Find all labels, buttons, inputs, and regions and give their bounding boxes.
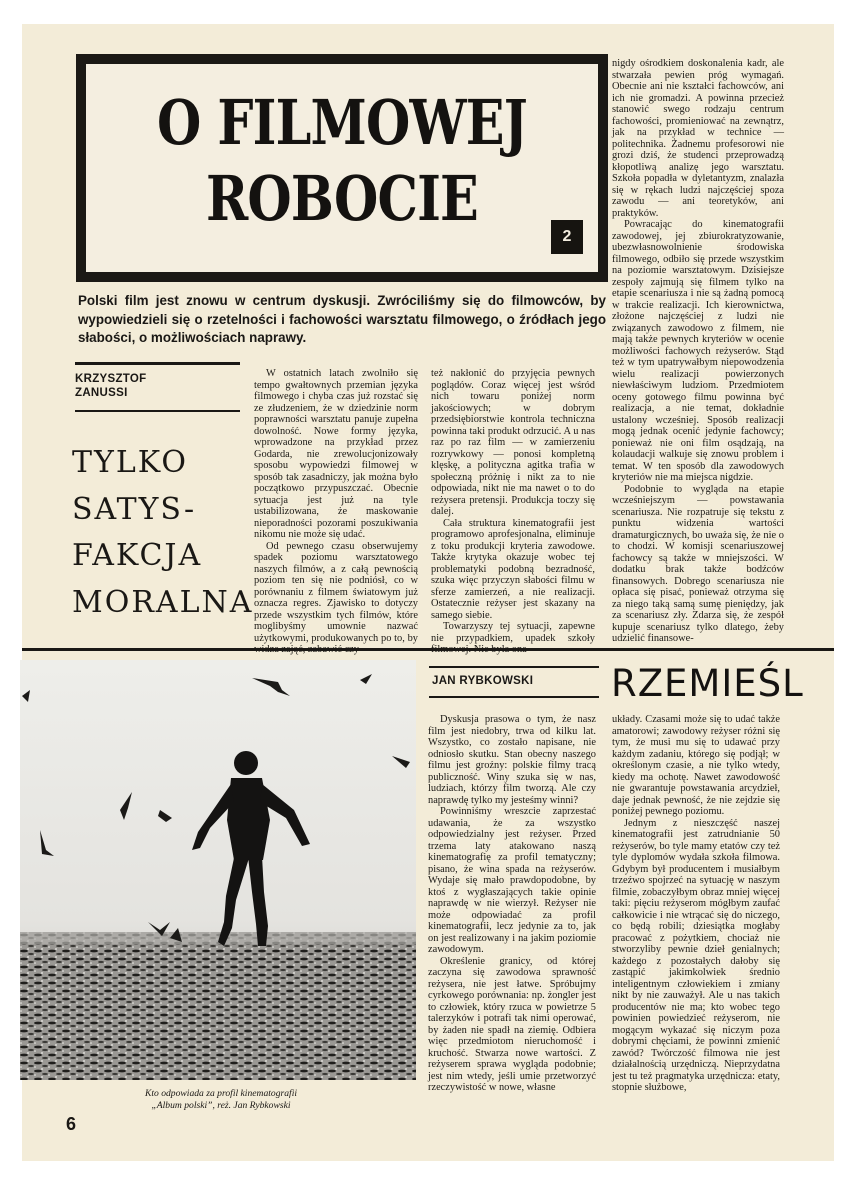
paragraph: Cała struktura kinematografii jest programowo aprofesjonalna, eliminuje z toku produkcji kryteria zawodowe. Także krytyka okazuje wobec tej problematyki podobną bezradność, szuka więc przyczyn słabości filmu w sferze zamierzeń, a nie realizacji. Ostatecznie reżyser jest skazany na samego siebie. bbox=[431, 517, 595, 621]
beach-photo-image bbox=[20, 660, 416, 1080]
article2-author-rule-bottom bbox=[429, 696, 599, 698]
title-box-inner bbox=[86, 64, 598, 272]
lead-paragraph: Polski film jest znowu w centrum dyskusji. Zwróciliśmy się do filmowców, by wypowiedzieli się o rzetelności i fachowości warsztatu filmowego, o źródłach jego słabości, o możliwościach naprawy. bbox=[78, 293, 606, 345]
caption-line-2: „Album polski”, reż. Jan Rybkowski bbox=[151, 1100, 291, 1111]
author-first-name: KRZYSZTOF bbox=[75, 373, 147, 385]
article1-column-1 bbox=[254, 368, 418, 644]
article2-author: JAN RYBKOWSKI bbox=[432, 675, 534, 687]
article2-author-rule-top bbox=[429, 666, 599, 668]
title-line-1: O FILMOWEJ bbox=[157, 86, 527, 159]
article2-column-1 bbox=[428, 714, 596, 1116]
caption-line-1: Kto odpowiada za profil kinematografii bbox=[144, 1088, 298, 1099]
title-box bbox=[76, 54, 608, 282]
paragraph: Jednym z nieszczęść naszej kinematografii jest zatrudnianie 50 reżyserów, bo tyle mamy etatów czy też tyle dyplomów wydała szkoła filmowa. Gdybym był producentem i musiałbym trzeźwo spojrzeć na sytuację w naszym filmie, zobaczyłbym obraz mniej więcej taki: pięciu reżyserom mógłbym zaufać całkowicie i nie wtrącać się do niczego, co będą robili; dziesiątka mogłaby pracować z pożytkiem, chociaż nie stworzyliby pewnie dzieł genialnych; każdego z pozostałych dałoby się zastąpić jakimkolwiek średnio inteligentnym człowiekiem i zmiany nikt by nie zauważył. Ale u nas takich producentów nie ma; kto wobec tego powinien powiedzieć reżyserom, nie mogącym wykazać się niczym poza dobrymi chęciami, że powinni zmienić zawód? Twórczość filmowa nie jest działalnością urzędniczą. Nieprzydatna jest tu też pragmatyka urzędnicza: etaty, stopnie służbowe, bbox=[612, 817, 780, 1093]
article1-heading bbox=[72, 440, 252, 626]
section-divider bbox=[22, 648, 834, 651]
heading-line: SATYS- bbox=[72, 491, 197, 527]
paragraph: układy. Czasami może się to udać także amatorowi; zawodowy reżyser różni się tym, że musi mu się to udawać przy każdym zadaniu, którego się podjął; w określonym czasie, a nie tylko wtedy, kiedy ma ochotę. Nawet zawodowość nie gwarantuje powstawania arcydzieł, daje jednak pewność, że nie zejdzie się poniżej pewnego poziomu. bbox=[612, 714, 780, 817]
paragraph: też nakłonić do przyjęcia pewnych poglądów. Coraz więcej jest wśród nich towaru poniżej norm jakościowych; w dobrym przedsiębiorstwie kontrola techniczna powinna taki produkt odrzucić. A u nas raz po raz film — w zamierzeniu rozrywkowy — ponosi kompletną klęskę, a polityczna agitka trafia w społeczną próżnię i nikt za to nie odpowiada, nikt nie ma nawet o to do reżysera pretensji. Produkcja toczy się dalej. bbox=[431, 368, 595, 517]
paragraph: Powracając do kinematografii zawodowej, jej zbiurokratyzowanie, ubezwłasnowolnienie środowiska filmowego, odbiło się przede wszystkim na poziomie warsztatowym. Dzisiejsze zespoły zajmują się filmem tylko na etapie scenariusza i nie są żadną pomocą w trakcie realizacji. Ich kierownictwa, złożone najczęściej z ludzi nie związanych zawodowo z filmem, nie mają także pewnych kryteriów w ocenie możliwości fachowych reżyserów. Stąd też w tym upatrywałbym niepowodzenia wielu realizacji powierzonych niewłaściwym ludziom. Przedmiotem oceny gotowego filmu powinna być realizacja, a nie temat, dokładnie ustalony wcześniej. Sposób realizacji mogą jednak ocenić jedynie fachowcy; ponieważ nie oni film osądzają, na kolaudacji walkuje się znowu problem i temat. W ten sposób dla zawodowych kryteriów nie ma miejsca nigdzie. bbox=[612, 219, 784, 483]
paragraph: Towarzyszy tej sytuacji, zapewne nie przypadkiem, upadek szkoły bbox=[431, 621, 595, 644]
photo-caption bbox=[20, 1088, 422, 1112]
author-last-name: ZANUSSI bbox=[75, 387, 128, 399]
paragraph: nigdy ośrodkiem doskonalenia kadr, ale stwarzała pewien próg wymagań. Obecnie ani nie kształci fachowców, ani ich nie gromadzi. A powinna przecież stanowić swego rodzaju centrum fachowości, promieniować na zewnątrz, jak na przykład w technice — politechnika. Żadnemu profesorowi nie grozi dziś, że studenci przeprowadzą kłopotliwą analizę jego warsztatu. Szkoła popadła w dyletantyzm, znalazła się w rękach ludzi najczęściej spoza zawodu — ani teoretyków, ani praktyków. bbox=[612, 58, 784, 219]
article1-column-3 bbox=[612, 58, 784, 644]
article2-column-2 bbox=[612, 714, 780, 1116]
article1-column-2 bbox=[431, 368, 595, 644]
heading-line: TYLKO bbox=[72, 445, 188, 480]
author-rule-bottom bbox=[75, 410, 240, 412]
article2-heading: RZEMIEŚL bbox=[611, 662, 804, 705]
heading-line: MORALNA bbox=[72, 584, 254, 620]
heading-line: FAKCJA bbox=[72, 538, 203, 573]
paragraph: W ostatnich latach zwolniło się tempo gwałtownych przemian języka filmowego i chyba czas już rozstać się ze złudzeniem, że w dziedzinie norm poprawności warsztatu panuje zupełna dowolność. Nowe formy języka, wprowadzone na przykład przez Godarda, nie zrewolucjonizowały sposobu wypowiedzi filmowej w sposób tak zasadniczy, jak można było początkowo przypuszczać. Obecnie sytuacja jest już na tyle ustabilizowana, że maskowanie nieporadności pozorami poszukiwania nikomu nie może się udać. bbox=[254, 368, 418, 540]
beach-photo bbox=[20, 660, 416, 1080]
article1-author bbox=[75, 372, 147, 400]
paragraph: Dyskusja prasowa o tym, że nasz film jest niedobry, trwa od kilku lat. Wszystko, co zostało napisane, nie odniosło skutku. Stan obecny naszego filmu jest groźny: polskie filmy tracą publiczność. Winy szuka się w nas, ludziach, którzy film tworzą. Ale czy naprawdę tylko my jesteśmy winni? bbox=[428, 714, 596, 806]
series-number-badge: 2 bbox=[551, 220, 583, 254]
paragraph: Powinniśmy wreszcie zaprzestać udawania, że za wszystko odpowiedzialny jest reżyser. Przed trzema laty atakowano naszą kinematografię za profil tematyczny; pisano, że wina spada na reżyserów. Wydaje się mało prawdopodobne, by ktoś z wygłaszających takie opinie naprawdę w nie wierzył. Reżyser nie może odpowiadać za profil kinematografii, lecz jedynie za to, jak on jest realizowany i na jakim poziomie zawodowym. bbox=[428, 806, 596, 955]
page-number: 6 bbox=[66, 1114, 77, 1134]
paragraph: Od pewnego czasu obserwujemy spadek poziomu warsztatowego naszych filmów, a z całą pewnością poziom ten się nie podniósł, co w porównaniu z filmem światowym już oznacza regres. Zjawisko to dotyczy przede wszystkim tych filmów, które moglibyśmy umownie nazwać użytkowymi, produkowanych po to, by bbox=[254, 540, 418, 644]
paragraph: Podobnie to wygląda na etapie wcześniejszym — powstawania scenariusza. Nie rozpatruje się tekstu z punktu widzenia wartości dramaturgicznych, bo uważa się, że nie o to chodzi. W komisji scenariuszowej fachowcy są także w mniejszości. W dodatku brak także bodźców finansowych. Dobrego scenariusza nie opłaca się pisać, ponieważ otrzyma się za niego taką samą sumę pieniędzy, jak za scenariusz zły. Zdarza się, że zespół kupuje scenariusz tylko dlatego, żeby udzielić finansowe- bbox=[612, 483, 784, 644]
paragraph: Określenie granicy, od której zaczyna się zawodowa sprawność reżysera, nie jest łatwe. Spróbujmy cyrkowego porównania: np. żongler jest to człowiek, który rzuca w powietrze 5 talerzyków i potrafi tak nimi operować, by żaden nie spadł na ziemię. Odbiera więc przedmiotom nieruchomość i kruchość. Stwarza nowe wartości. Z reżyserem sprawa wygląda podobnie; jest nim wtedy, jeśli umie przetworzyć rzeczywistość w nowe, własne bbox=[428, 955, 596, 1093]
title-line-2: ROBOCIE bbox=[205, 162, 478, 235]
author-rule-top bbox=[75, 362, 240, 365]
